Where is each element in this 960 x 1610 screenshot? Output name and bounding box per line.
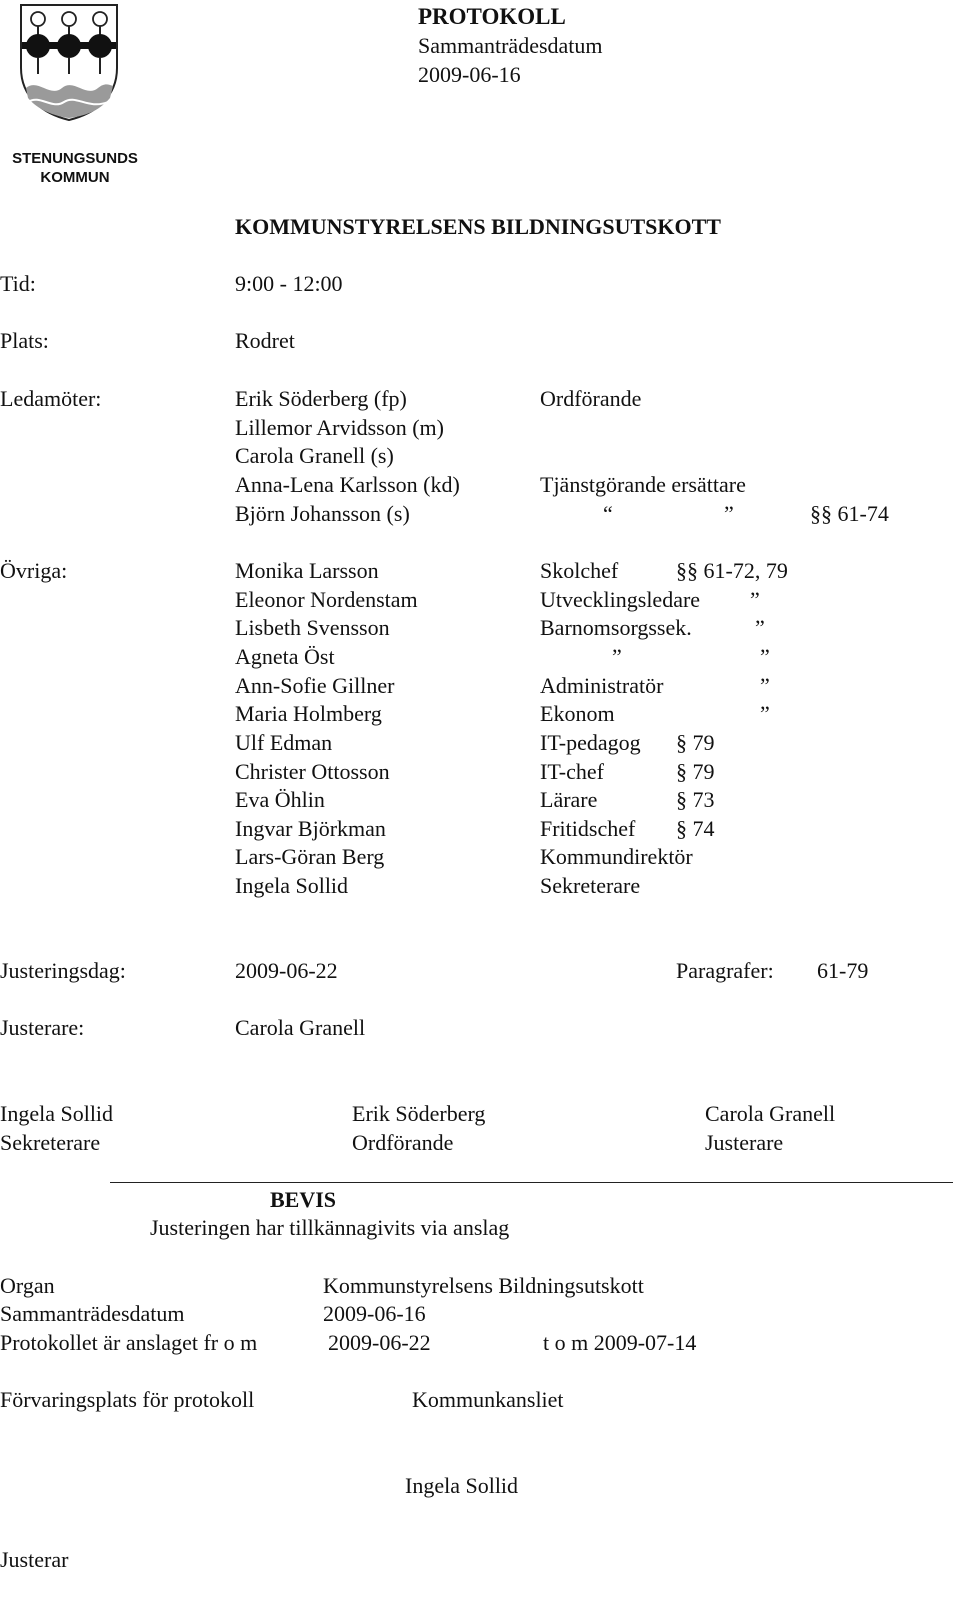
attendee-role: Skolchef — [540, 558, 619, 583]
signature-role: Sekreterare — [0, 1130, 101, 1155]
attendee-role: Sekreterare — [540, 873, 641, 898]
municipality-line-1: STENUNGSUNDS — [12, 150, 138, 167]
adjustment-date-label: Justeringsdag: — [0, 958, 126, 983]
member-role-ditto-open: “ — [603, 501, 613, 526]
section-divider — [110, 1182, 953, 1183]
storage-row — [0, 1385, 960, 1414]
posting-row — [0, 1328, 960, 1357]
attendee-row — [0, 757, 960, 786]
adjuster-label: Justerare: — [0, 1015, 85, 1040]
meeting-date: 2009-06-16 — [418, 62, 521, 87]
attendee-role: Fritidschef — [540, 816, 636, 841]
member-name: Anna-Lena Karlsson (kd) — [235, 472, 460, 497]
attendee-name: Monika Larsson — [235, 558, 379, 583]
organ-label: Organ — [0, 1273, 55, 1298]
member-row — [0, 470, 960, 499]
attendee-role-ditto: ” — [612, 644, 622, 669]
attendee-role: Administratör — [540, 673, 664, 698]
attendee-role: Ekonom — [540, 701, 615, 726]
signature-name: Ingela Sollid — [0, 1101, 114, 1126]
adjuster-row — [0, 1013, 960, 1042]
posting-label: Protokollet är anslaget fr o m — [0, 1330, 258, 1355]
member-name: Lillemor Arvidsson (m) — [235, 415, 444, 440]
member-role-ditto-close: ” — [724, 501, 734, 526]
posting-to: t o m 2009-07-14 — [543, 1330, 697, 1355]
attendee-role: IT-pedagog — [540, 730, 641, 755]
posting-from: 2009-06-22 — [328, 1330, 431, 1355]
certificate-subtitle: Justeringen har tillkännagivits via anslag — [150, 1215, 510, 1240]
signature-name: Erik Söderberg — [352, 1101, 486, 1126]
document-title: PROTOKOLL — [418, 4, 566, 29]
attendee-name: Christer Ottosson — [235, 759, 390, 784]
attendee-role: Kommundirektör — [540, 844, 693, 869]
place-value: Rodret — [235, 328, 295, 353]
member-row — [0, 384, 960, 413]
signature-roles-row — [0, 1128, 960, 1157]
paragraphs-label: Paragrafer: — [676, 958, 774, 983]
attendee-name: Lisbeth Svensson — [235, 615, 390, 640]
attendee-name: Agneta Öst — [235, 644, 335, 669]
attendee-name: Eleonor Nordenstam — [235, 587, 418, 612]
attendee-ditto: ” — [750, 587, 760, 612]
attendee-role: Barnomsorgssek. — [540, 615, 692, 640]
municipal-crest-icon — [18, 2, 120, 122]
attendee-row — [0, 642, 960, 671]
member-name: Carola Granell (s) — [235, 443, 394, 468]
attendee-row — [0, 613, 960, 642]
members-label: Ledamöter: — [0, 386, 102, 411]
attendee-role: Lärare — [540, 787, 598, 812]
attendee-name: Maria Holmberg — [235, 701, 382, 726]
attendee-ditto: ” — [760, 701, 770, 726]
attendee-row — [0, 728, 960, 757]
member-paragraphs: §§ 61-74 — [810, 501, 889, 526]
attendee-name: Lars-Göran Berg — [235, 844, 385, 869]
organ-value: Kommunstyrelsens Bildningsutskott — [323, 1273, 644, 1298]
attendee-name: Ingvar Björkman — [235, 816, 386, 841]
member-row — [0, 413, 960, 442]
others-label: Övriga: — [0, 558, 68, 583]
organ-row — [0, 1271, 960, 1300]
attendee-name: Ingela Sollid — [235, 873, 349, 898]
time-label: Tid: — [0, 271, 36, 296]
storage-value: Kommunkansliet — [412, 1387, 564, 1412]
certificate-date-label: Sammanträdesdatum — [0, 1301, 185, 1326]
certificate-title: BEVIS — [270, 1187, 337, 1212]
adjuster-value: Carola Granell — [235, 1015, 366, 1040]
attendee-paragraphs: § 74 — [676, 816, 715, 841]
attendee-ditto: ” — [755, 615, 765, 640]
attendee-row — [0, 842, 960, 871]
storage-label: Förvaringsplats för protokoll — [0, 1387, 255, 1412]
meeting-date-row — [0, 1299, 960, 1328]
member-role: Tjänstgörande ersättare — [540, 472, 746, 497]
attendee-row — [0, 556, 960, 585]
attendee-name: Ulf Edman — [235, 730, 333, 755]
municipality-line-2: KOMMUN — [40, 169, 110, 186]
municipality-name — [0, 149, 150, 187]
committee-heading: KOMMUNSTYRELSENS BILDNINGSUTSKOTT — [235, 214, 721, 239]
attendee-name: Eva Öhlin — [235, 787, 325, 812]
member-name: Björn Johansson (s) — [235, 501, 410, 526]
signature-names-row — [0, 1099, 960, 1128]
certificate-date-value: 2009-06-16 — [323, 1301, 426, 1326]
attendee-paragraphs: §§ 61-72, 79 — [676, 558, 788, 583]
attendee-row — [0, 699, 960, 728]
attendee-paragraphs: § 73 — [676, 787, 715, 812]
attendee-paragraphs: § 79 — [676, 730, 715, 755]
meeting-date-label: Sammanträdesdatum — [418, 33, 603, 58]
attendee-ditto: ” — [760, 644, 770, 669]
attendee-row — [0, 671, 960, 700]
paragraphs-value: 61-79 — [817, 958, 869, 983]
attendee-row — [0, 871, 960, 900]
attendee-role: Utvecklingsledare — [540, 587, 701, 612]
attendee-row — [0, 585, 960, 614]
member-role: Ordförande — [540, 386, 642, 411]
attendee-row — [0, 785, 960, 814]
time-value: 9:00 - 12:00 — [235, 271, 343, 296]
member-row — [0, 499, 960, 528]
attendee-ditto: ” — [760, 673, 770, 698]
signature-role: Ordförande — [352, 1130, 454, 1155]
attendee-row — [0, 814, 960, 843]
adjustment-date-row — [0, 956, 960, 985]
adjustment-date-value: 2009-06-22 — [235, 958, 338, 983]
attendee-role: IT-chef — [540, 759, 604, 784]
attendee-name: Ann-Sofie Gillner — [235, 673, 395, 698]
signature-name: Carola Granell — [705, 1101, 836, 1126]
certificate-signer-role: Justerar — [0, 1547, 69, 1572]
attendee-paragraphs: § 79 — [676, 759, 715, 784]
member-name: Erik Söderberg (fp) — [235, 386, 407, 411]
certificate-signer-name: Ingela Sollid — [405, 1473, 519, 1498]
member-row — [0, 441, 960, 470]
time-row — [0, 269, 960, 298]
place-label: Plats: — [0, 328, 49, 353]
place-row — [0, 326, 960, 355]
signature-role: Justerare — [705, 1130, 784, 1155]
